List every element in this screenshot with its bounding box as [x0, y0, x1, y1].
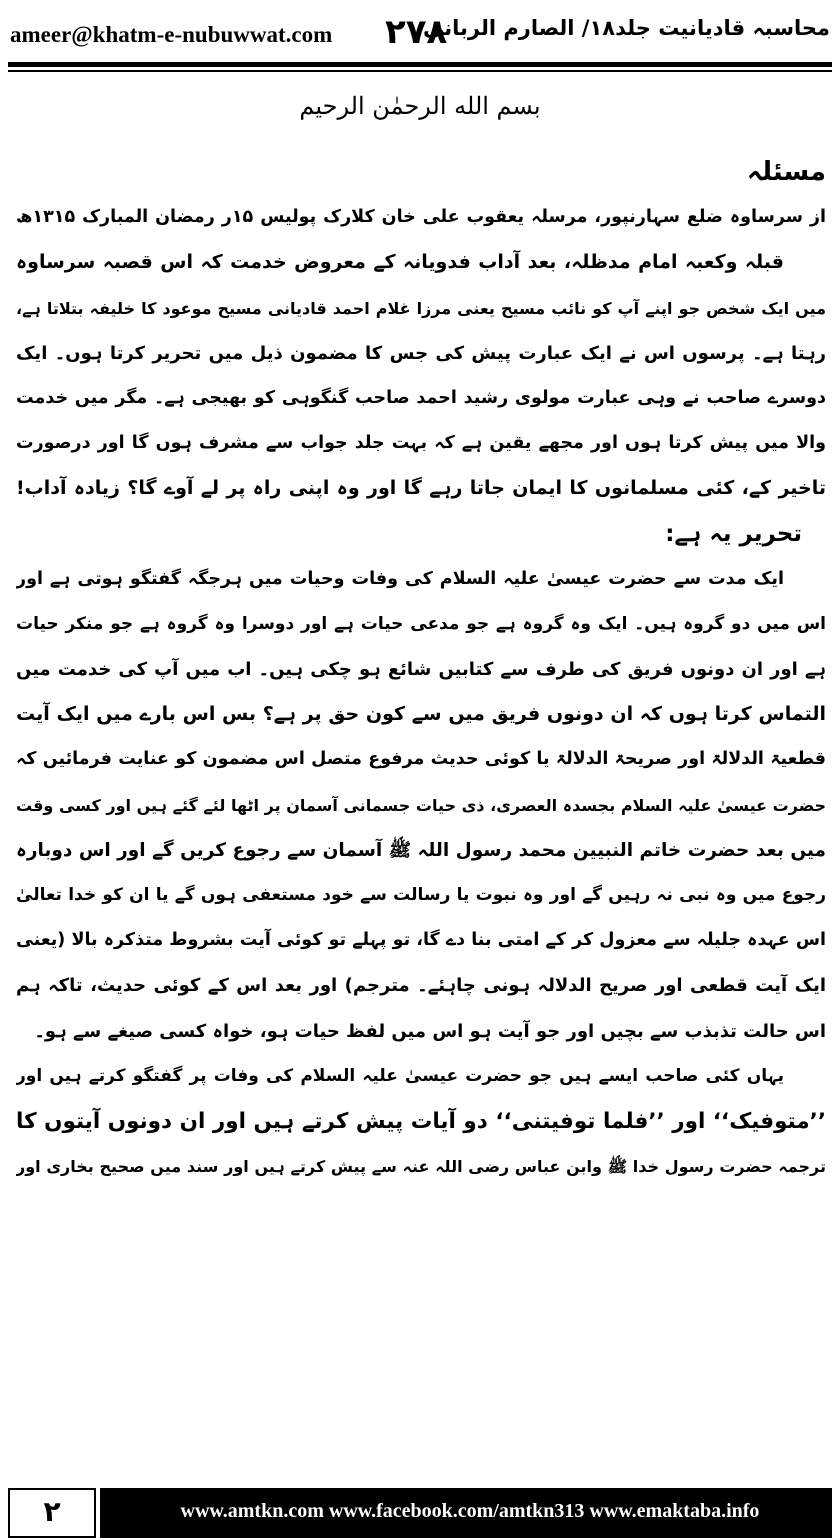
page-footer [0, 1484, 840, 1540]
body-line: از سرساوہ ضلع سہارنپور، مرسلہ یعقوب علی خان کلارک پولیس ۱۵ر رمضان المبارک ۱۳۱۵ھ [16, 207, 826, 228]
body-line: ہے اور ان دونوں فریق کی طرف سے کتابیں شائع ہو چکی ہیں۔ اب میں آپ کی خدمت میں [16, 659, 826, 681]
header-email: ameer@khatm-e-nubuwwat.com [10, 22, 333, 47]
header-rule-thin [8, 70, 832, 72]
body-line: ’’متوفیک‘‘ اور ’’فلما توفیتنی‘‘ دو آیات پیش کرتے ہیں اور ان دونوں آیتوں کا [16, 1108, 826, 1134]
header-page-number: ۲۷۸ [385, 12, 448, 52]
body-line: رجوع میں وہ نبی نہ رہیں گے اور وہ نبوت یا رسالت سے خود مستعفی ہوں گے یا ان کو خدا تعالیٰ [16, 885, 826, 905]
footer-page-number: ۲ [8, 1488, 96, 1538]
body-line: اس عہدہ جلیلہ سے معزول کر کے امتی بنا دے گا، تو پہلے تو کوئی آیت بشروط متذکرہ بالا (یعنی [16, 930, 826, 951]
section-heading: مسئلہ [746, 157, 826, 187]
body-line: التماس کرتا ہوں کہ ان دونوں فریق میں سے کون حق پر ہے؟ بس اس بارے میں ایک آیت [16, 703, 826, 726]
body-line: ایک آیت قطعی اور صریح الدلالہ ہونی چاہئے۔ مترجم) اور بعد اس کے کوئی حدیث، تاکہ ہم [16, 975, 826, 997]
header-book-title: محاسبہ قادیانیت جلد۱۸/ الصارم الربانی [422, 16, 830, 40]
body-line: اس حالت تذبذب سے بچیں اور جو آیت ہو اس میں لفظ حیات ہو، خواہ کسی صیغے سے ہو۔ [34, 1020, 826, 1042]
body-line: رہتا ہے۔ پرسوں اس نے ایک عبارت پیش کی جس کا مضمون ذیل میں تحریر کرتا ہوں۔ ایک [16, 342, 826, 364]
body-line: ترجمہ حضرت رسول خدا ﷺ وابن عباس رضی اللہ عنہ سے پیش کرتے ہیں اور سند میں صحیح بخاری اور [16, 1157, 826, 1177]
bismillah-calligraphy: بسم الله الرحمٰن الرحیم [299, 92, 541, 120]
page-body [16, 150, 826, 1189]
body-line: دوسرے صاحب نے وہی عبارت مولوی رشید احمد صاحب گنگوہی کو بھیجی ہے۔ مگر میں خدمت [16, 387, 826, 408]
body-line: اس میں دو گروہ ہیں۔ ایک وہ گروہ ہے جو مدعی حیات ہے اور دوسرا وہ گروہ ہے جو منکر حیات [16, 613, 826, 634]
body-line: قبلہ وکعبہ امام مدظلہ، بعد آداب فدویانہ کے معروض خدمت کہ اس قصبہ سرساوہ [16, 251, 784, 274]
body-line: یہاں کئی صاحب ایسے ہیں جو حضرت عیسیٰ علیہ السلام کی وفات پر گفتگو کرتے ہیں اور [16, 1065, 784, 1086]
body-line: میں ایک شخص جو اپنے آپ کو نائب مسیح یعنی مرزا غلام احمد قادیانی مسیح موعود کا خلیفہ بتلاتا ہے، [16, 298, 826, 318]
header-rule-thick [8, 62, 832, 67]
body-line: والا میں پیش کرتا ہوں اور مجھے یقین ہے کہ بہت جلد جواب سے مشرف ہوں گا اور درصورت [16, 433, 826, 454]
body-line: قطعیۃ الدلالۃ اور صریحۃ الدلالۃ یا کوئی حدیث مرفوع متصل اس مضمون کو عنایت فرمائیں کہ [16, 749, 826, 770]
body-line: میں بعد حضرت خاتم النبیین محمد رسول اللہ ﷺ آسمان سے رجوع کریں گے اور اس دوبارہ [16, 839, 826, 861]
body-line: تحریر یہ ہے: [665, 520, 802, 547]
page-header [0, 0, 840, 72]
footer-links: www.amtkn.com www.facebook.com/amtkn313 www.emaktaba.info [180, 1500, 760, 1522]
body-line: تاخیر کے، کئی مسلمانوں کا ایمان جاتا رہے گا اور وہ اپنی راہ پر لے آوے گا؟ زیادہ آداب! [16, 477, 826, 500]
body-line: ایک مدت سے حضرت عیسیٰ علیہ السلام کی وفات وحیات میں ہرجگہ گفتگو ہوتی ہے اور [16, 568, 784, 589]
body-line: حضرت عیسیٰ علیہ السلام بجسدہ العصری، ذی حیات جسمانی آسمان پر اٹھا لئے گئے ہیں اور کسی وقت [16, 795, 826, 815]
